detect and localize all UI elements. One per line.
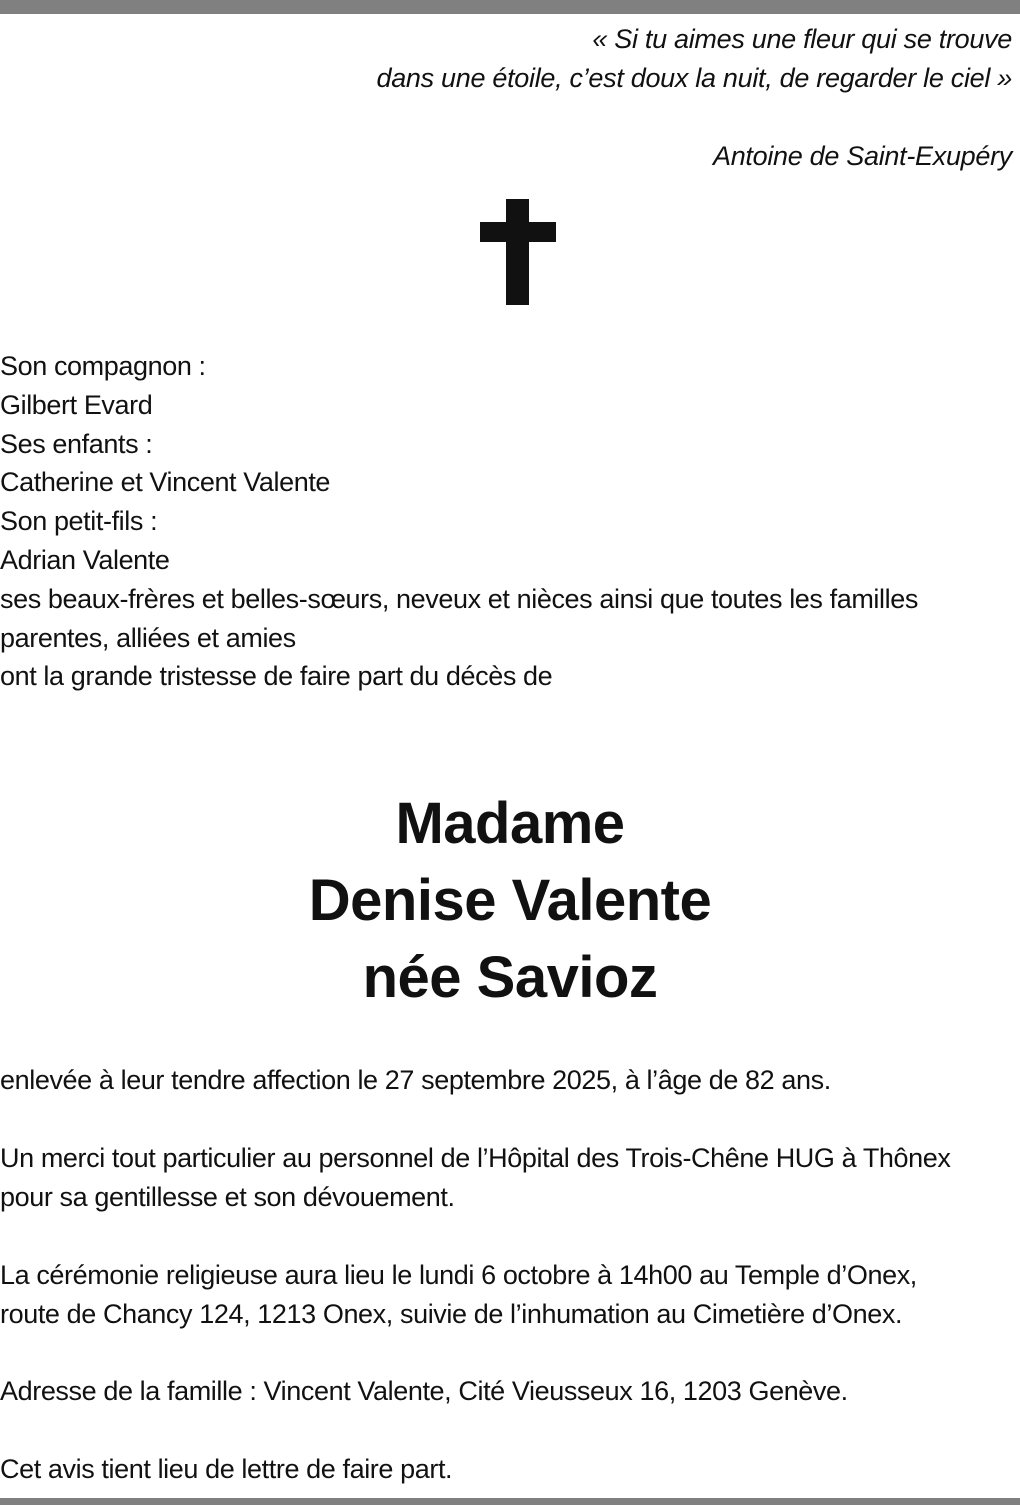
paragraph-line: route de Chancy 124, 1213 Onex, suivie de l’inhumation au Cimetière d’Onex. [0, 1298, 903, 1329]
death-paragraph [0, 1061, 1020, 1100]
deceased-name: Denise Valente [308, 868, 712, 933]
bottom-border-rule [0, 1498, 1020, 1505]
family-line: ses beaux-frères et belles-sœurs, neveux et nièces ainsi que toutes les familles [0, 583, 918, 614]
family-line: parentes, alliées et amies [0, 622, 296, 653]
deceased-title: Madame [395, 791, 625, 856]
family-line: ont la grande tristesse de faire part du décès de [0, 661, 553, 692]
quote-line-2: dans une étoile, c’est doux la nuit, de regarder le ciel » [376, 63, 1012, 93]
quote-line-1: « Si tu aimes une fleur qui se trouve [592, 24, 1012, 54]
family-list [0, 347, 1020, 696]
top-border-rule [0, 0, 1020, 14]
family-line: Adrian Valente [0, 544, 170, 575]
paragraph-line: Adresse de la famille : Vincent Valente, Cité Vieusseux 16, 1203 Genève. [0, 1376, 848, 1406]
paragraph-line: enlevée à leur tendre affection le 27 septembre 2025, à l’âge de 82 ans. [0, 1065, 831, 1095]
paragraph-line: Un merci tout particulier au personnel de l’Hôpital des Trois-Chêne HUG à Thônex [0, 1143, 951, 1173]
family-line: Son petit-fils : [0, 506, 158, 537]
quote-author: Antoine de Saint-Exupéry [713, 141, 1012, 171]
family-line: Ses enfants : [0, 428, 153, 459]
family-line: Catherine et Vincent Valente [0, 467, 331, 498]
thanks-paragraph [0, 1139, 1020, 1217]
deceased-name-block [0, 785, 1020, 1016]
epigraph-quote [112, 20, 1012, 98]
family-address-paragraph [0, 1372, 1020, 1411]
paragraph-line: Cet avis tient lieu de lettre de faire part. [0, 1454, 453, 1484]
deceased-maiden-name: née Savioz [362, 945, 658, 1010]
family-line: Son compagnon : [0, 351, 206, 381]
paragraph-line: pour sa gentillesse et son dévouement. [0, 1181, 455, 1212]
family-line: Gilbert Evard [0, 389, 153, 420]
ceremony-paragraph [0, 1256, 1020, 1334]
paragraph-line: La cérémonie religieuse aura lieu le lundi 6 octobre à 14h00 au Temple d’Onex, [0, 1260, 917, 1290]
notice-paragraph [0, 1450, 1020, 1489]
